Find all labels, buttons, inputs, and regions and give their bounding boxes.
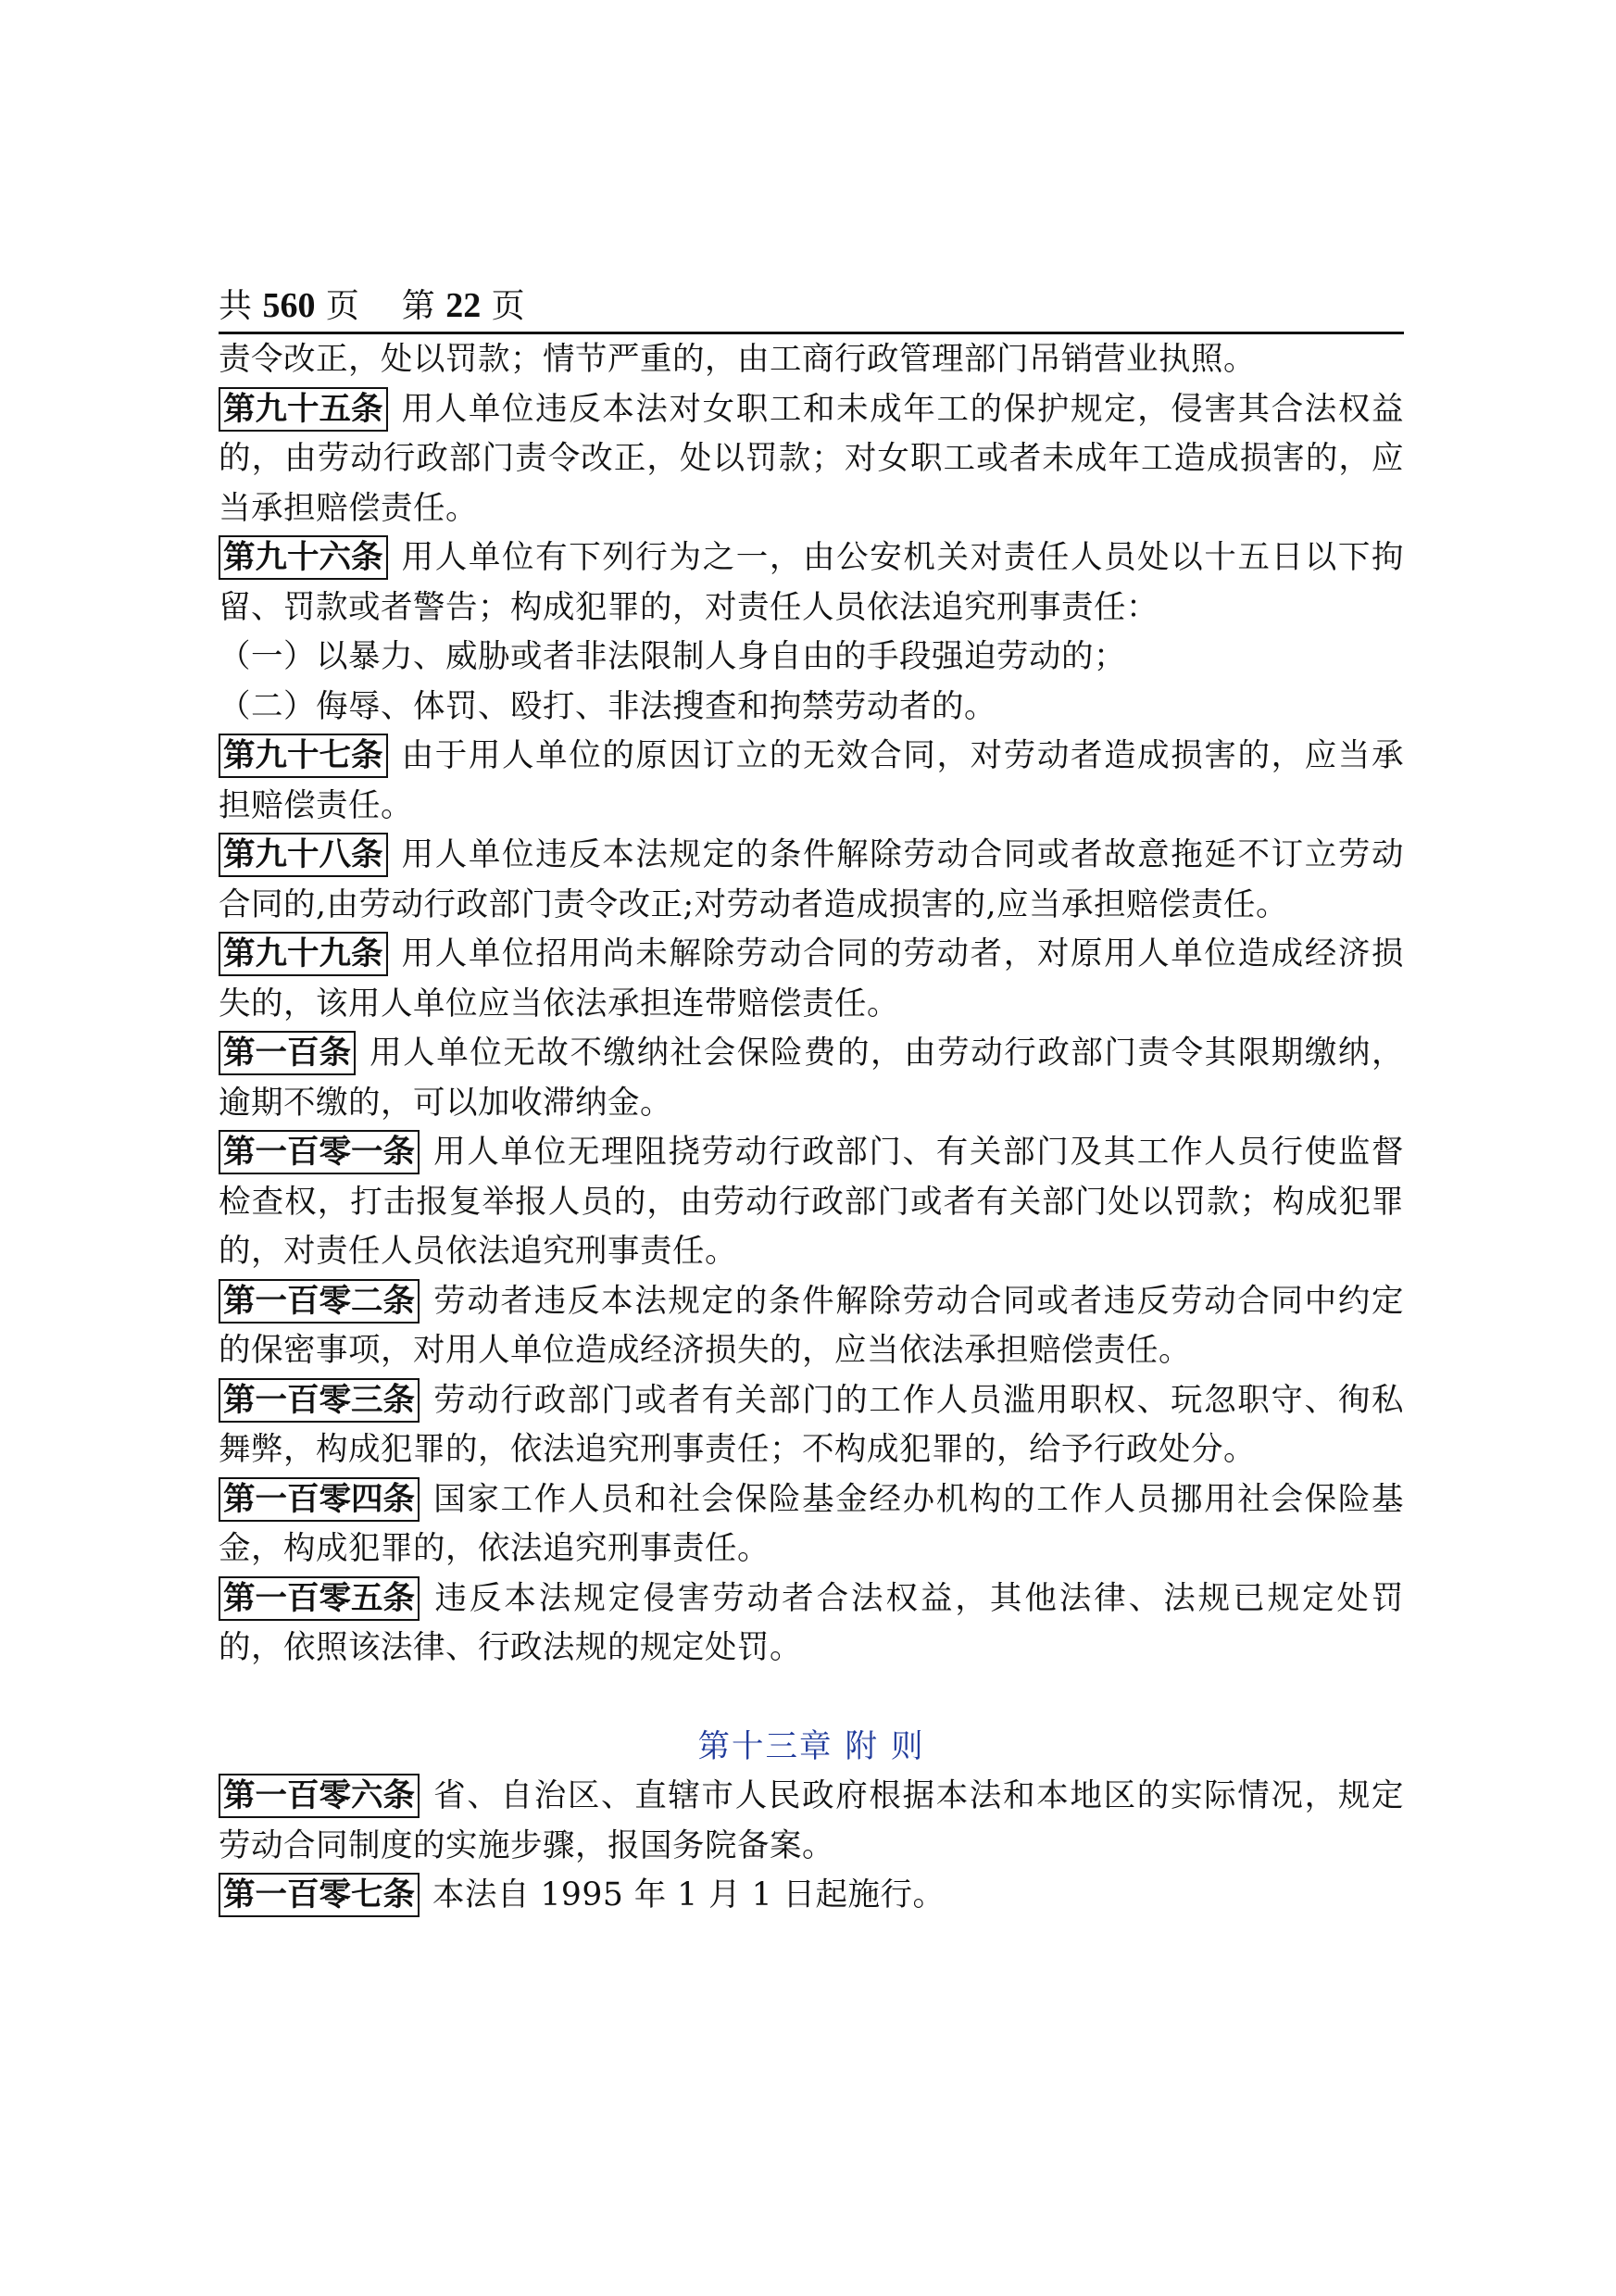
article-number: 第一百零七条: [219, 1873, 420, 1917]
list-item-text: （二）侮辱、体罚、殴打、非法搜查和拘禁劳动者的。: [219, 687, 996, 725]
article-98: [219, 831, 1404, 930]
article-number: 第一百零六条: [219, 1774, 420, 1818]
header-total-pages: 560: [262, 286, 316, 325]
article-text: 国家工作人员和社会保险基金经办机构的工作人员挪用社会保险基金，构成犯罪的，依法追究刑事责任。: [219, 1480, 1404, 1567]
article-text: 由于用人单位的原因订立的无效合同，对劳动者造成损害的，应当承担赔偿责任。: [219, 737, 1404, 824]
article-97: [219, 732, 1404, 831]
article-text: 用人单位违反本法规定的条件解除劳动合同或者故意拖延不订立劳动合同的,由劳动行政部门责令改正;对劳动者造成损害的,应当承担赔偿责任。: [219, 836, 1404, 923]
article-96-item-2: [219, 683, 1404, 733]
paragraph-text: 责令改正，处以罚款；情节严重的，由工商行政管理部门吊销营业执照。: [219, 341, 1256, 378]
article-96-item-1: [219, 633, 1404, 683]
article-text: 用人单位无理阻挠劳动行政部门、有关部门及其工作人员行使监督检查权，打击报复举报人员的，由劳动行政部门或者有关部门处以罚款；构成犯罪的，对责任人员依法追究刑事责任。: [219, 1134, 1404, 1270]
chapter-heading: 第十三章 附 则: [697, 1727, 925, 1765]
article-96: [219, 533, 1404, 633]
header-current-suffix: 页: [491, 287, 525, 325]
article-100: [219, 1029, 1404, 1128]
article-text: 本法自 1995 年 1 月 1 日起施行。: [432, 1876, 946, 1913]
article-text: 劳动者违反本法规定的条件解除劳动合同或者违反劳动合同中约定的保密事项，对用人单位造成经济损失的，应当依法承担赔偿责任。: [219, 1282, 1404, 1369]
article-99: [219, 930, 1404, 1029]
article-101: [219, 1128, 1404, 1277]
header-current-prefix: 第: [401, 287, 435, 325]
article-95: [219, 385, 1404, 534]
article-102: [219, 1277, 1404, 1376]
article-text: 用人单位有下列行为之一，由公安机关对责任人员处以十五日以下拘留、罚款或者警告；构成犯罪的，对责任人员依法追究刑事责任：: [219, 539, 1404, 626]
header-current-page: 22: [445, 286, 482, 325]
article-text: 劳动行政部门或者有关部门的工作人员滥用职权、玩忽职守、徇私舞弊，构成犯罪的，依法追究刑事责任；不构成犯罪的，给予行政处分。: [219, 1381, 1404, 1468]
article-103: [219, 1376, 1404, 1475]
article-106: [219, 1772, 1404, 1871]
article-105: [219, 1575, 1404, 1674]
list-item-text: （一）以暴力、威胁或者非法限制人身自由的手段强迫劳动的；: [219, 638, 1126, 675]
article-number: 第九十七条: [219, 734, 388, 778]
article-number: 第一百零一条: [219, 1130, 420, 1174]
article-number: 第九十八条: [219, 833, 388, 877]
article-104: [219, 1475, 1404, 1575]
article-number: 第九十九条: [219, 932, 388, 976]
header-total-prefix: 共: [219, 287, 253, 325]
page-header: [219, 280, 1404, 334]
article-107: [219, 1871, 1404, 1921]
article-number: 第一百零四条: [219, 1477, 420, 1522]
article-text: 用人单位招用尚未解除劳动合同的劳动者，对原用人单位造成经济损失的，该用人单位应当依法承担连带赔偿责任。: [219, 935, 1404, 1023]
article-number: 第九十五条: [219, 387, 388, 432]
article-text: 用人单位无故不缴纳社会保险费的，由劳动行政部门责令其限期缴纳，逾期不缴的，可以加收滞纳金。: [219, 1035, 1404, 1122]
paragraph-continued: [219, 335, 1404, 385]
article-text: 省、自治区、直辖市人民政府根据本法和本地区的实际情况，规定劳动合同制度的实施步骤，报国务院备案。: [219, 1777, 1404, 1864]
article-text: 违反本法规定侵害劳动者合法权益，其他法律、法规已规定处罚的，依照该法律、行政法规的规定处罚。: [219, 1579, 1404, 1666]
article-text: 用人单位违反本法对女职工和未成年工的保护规定，侵害其合法权益的，由劳动行政部门责令改正，处以罚款；对女职工或者未成年工造成损害的，应当承担赔偿责任。: [219, 390, 1404, 527]
article-number: 第一百条: [219, 1031, 356, 1075]
article-number: 第一百零五条: [219, 1576, 420, 1621]
article-number: 第一百零二条: [219, 1279, 420, 1324]
article-number: 第九十六条: [219, 535, 388, 580]
document-body: [219, 335, 1404, 1921]
header-total-suffix: 页: [325, 287, 359, 325]
article-number: 第一百零三条: [219, 1378, 420, 1423]
